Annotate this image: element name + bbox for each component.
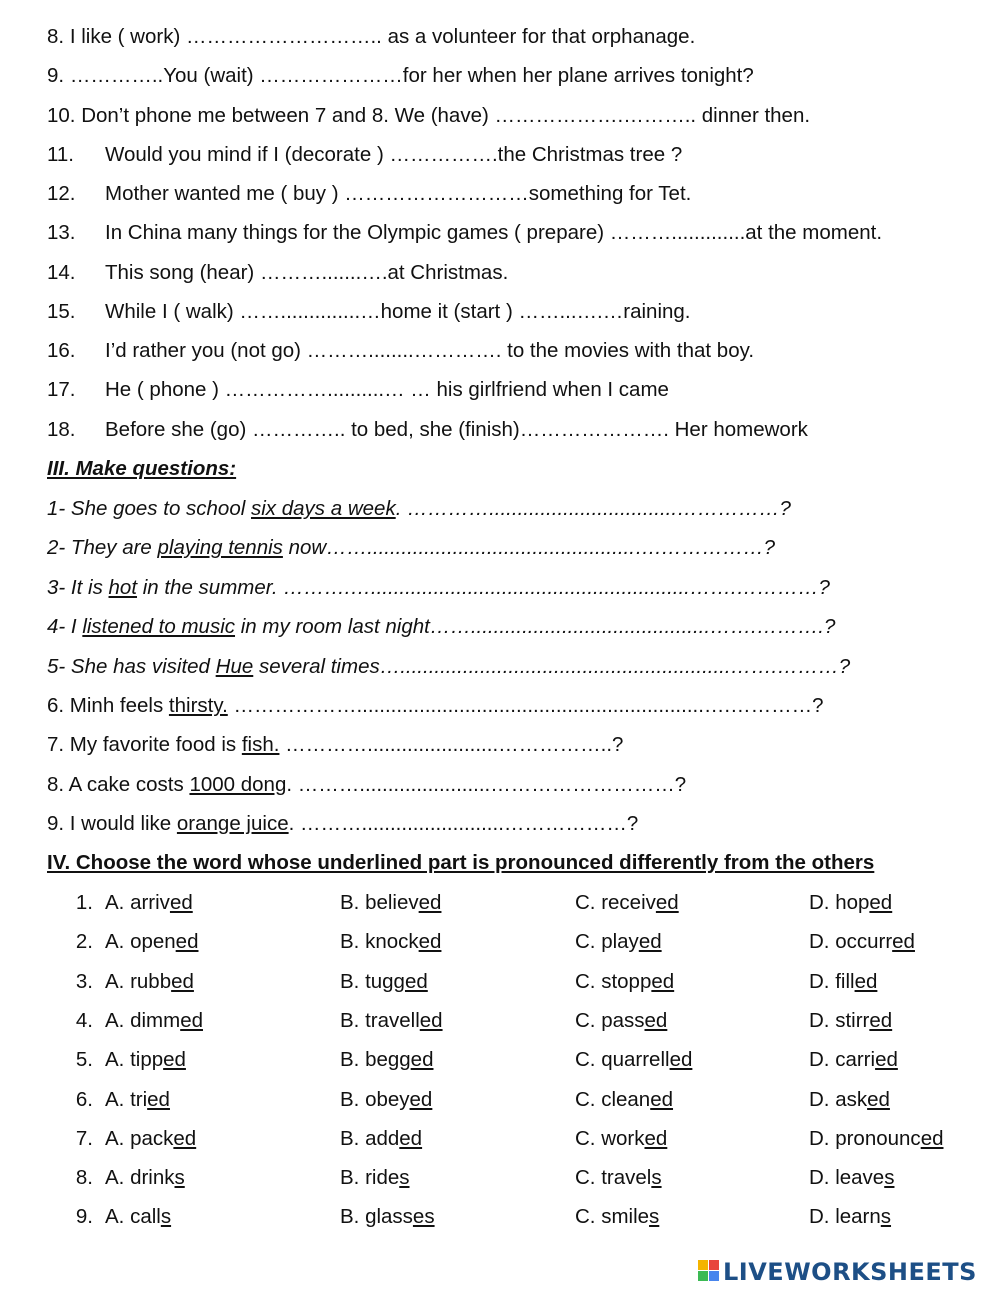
question-sentence	[47, 647, 850, 686]
answer-option-a[interactable]	[105, 1080, 170, 1119]
exercise-text	[47, 56, 754, 95]
option-word: D. ask	[809, 1088, 868, 1111]
option-underlined-ending: ed	[399, 1127, 423, 1150]
option-word: B. ride	[340, 1166, 400, 1189]
question-prefix: 7. My favorite food is	[47, 733, 242, 756]
answer-option-c[interactable]	[575, 1158, 662, 1197]
exercise-number: 16.	[47, 339, 76, 362]
question-sentence	[47, 765, 686, 804]
option-underlined-ending: ed	[404, 970, 428, 993]
question-item	[0, 647, 1000, 686]
exercise-number: 17.	[47, 378, 76, 401]
exercise-item	[0, 56, 1000, 95]
answer-option-d[interactable]	[809, 1158, 894, 1197]
answer-option-d[interactable]	[809, 1040, 898, 1079]
option-word: B. believ	[340, 891, 419, 914]
option-underlined-ending: ed	[655, 891, 679, 914]
answer-option-b[interactable]	[340, 1001, 443, 1040]
question-number: 7.	[75, 1127, 93, 1150]
option-underlined-ending: s	[880, 1205, 892, 1228]
option-word: C. clean	[575, 1088, 651, 1111]
exercise-text	[47, 17, 695, 56]
answer-option-c[interactable]	[575, 922, 662, 961]
pronunciation-row	[0, 962, 1000, 1001]
question-prefix: 4- I	[47, 615, 83, 638]
exercise-sentence: Before she (go) ………….. to bed, she (finish)…………………. Her homework	[105, 418, 808, 441]
option-word: A. tri	[105, 1088, 148, 1111]
option-underlined-ending: ed	[180, 1009, 203, 1032]
logo-squares-icon	[698, 1260, 720, 1282]
option-word: B. add	[340, 1127, 400, 1150]
exercise-item	[0, 410, 1000, 449]
option-word: D. occurr	[809, 930, 893, 953]
pronunciation-row	[0, 1158, 1000, 1197]
question-prefix: 6. Minh feels	[47, 694, 169, 717]
option-word: A. drink	[105, 1166, 175, 1189]
question-sentence	[47, 725, 623, 764]
question-prefix: 3- It is	[47, 576, 109, 599]
question-item	[0, 489, 1000, 528]
answer-option-d[interactable]	[809, 1080, 890, 1119]
option-word: A. pack	[105, 1127, 174, 1150]
option-word: C. pass	[575, 1009, 645, 1032]
exercise-sentence: While I ( walk) ……..............…home it (start ) ……...….…raining.	[105, 300, 691, 323]
option-underlined-ending: ed	[638, 930, 662, 953]
answer-option-b[interactable]	[340, 1158, 410, 1197]
question-underlined-part: six days a week	[251, 497, 396, 520]
option-word: C. smile	[575, 1205, 650, 1228]
answer-option-c[interactable]	[575, 1197, 659, 1236]
answer-option-a[interactable]	[105, 1158, 185, 1197]
exercise-sentence: I like ( work) ……………………….. as a volunteer for that orphanage.	[69, 25, 696, 48]
question-answer-blank[interactable]: . ……….........................………………?	[288, 812, 639, 835]
option-underlined-ending: ed	[869, 891, 893, 914]
question-sentence	[47, 568, 830, 607]
question-answer-blank[interactable]: ………….......................……………..?	[279, 733, 624, 756]
option-underlined-ending: ed	[867, 1088, 890, 1111]
exercise-sentence: …………..You (wait) …………………for her when her plane arrives tonight?	[69, 64, 754, 87]
question-item	[0, 607, 1000, 646]
answer-option-d[interactable]	[809, 1197, 891, 1236]
answer-option-d[interactable]	[809, 962, 877, 1001]
question-number: 8.	[75, 1166, 93, 1189]
exercise-number: 15.	[47, 300, 76, 323]
option-word: A. dimm	[105, 1009, 181, 1032]
question-answer-blank[interactable]: several times…..........................................................…….………?	[253, 655, 851, 678]
exercise-number: 12.	[47, 182, 76, 205]
liveworksheets-logo	[698, 1258, 977, 1286]
answer-option-a[interactable]	[105, 1119, 196, 1158]
question-number: 5.	[75, 1048, 93, 1071]
answer-option-d[interactable]	[809, 883, 892, 922]
exercise-item	[0, 213, 1000, 252]
option-word: A. tipp	[105, 1048, 164, 1071]
exercise-sentence: I’d rather you (not go) ………........…………. to the movies with that boy.	[105, 339, 755, 362]
question-sentence	[47, 607, 835, 646]
option-word: A. arriv	[105, 891, 170, 914]
pronunciation-row	[0, 1197, 1000, 1236]
answer-option-a[interactable]	[105, 1001, 203, 1040]
option-underlined-ending: ed	[410, 1048, 434, 1071]
exercise-sentence: This song (hear) ……….......….at Christmas.	[105, 261, 509, 284]
option-underlined-ending: ed	[163, 1048, 186, 1071]
exercise-item	[0, 96, 1000, 135]
answer-option-b[interactable]	[340, 1040, 433, 1079]
question-underlined-part: fish.	[241, 733, 280, 756]
option-word: D. hop	[809, 891, 870, 914]
answer-option-d[interactable]	[809, 1119, 944, 1158]
answer-option-a[interactable]	[105, 883, 193, 922]
exercise-item	[0, 135, 1000, 174]
section-heading-make-questions	[0, 449, 1000, 488]
pronunciation-row	[0, 1119, 1000, 1158]
question-item	[0, 686, 1000, 725]
question-item	[0, 765, 1000, 804]
answer-option-b[interactable]	[340, 1197, 435, 1236]
pronunciation-row	[0, 1080, 1000, 1119]
question-answer-blank[interactable]: in the summer. ……….…........................................................…….…………?	[137, 576, 830, 599]
question-sentence	[47, 528, 775, 567]
question-answer-blank[interactable]: . ………….................................……………?	[395, 497, 791, 520]
pronunciation-row	[0, 883, 1000, 922]
question-item	[0, 568, 1000, 607]
exercise-number: 13.	[47, 221, 76, 244]
exercise-number: 8.	[47, 25, 65, 48]
question-number: 2.	[75, 930, 93, 953]
question-underlined-part: hot	[108, 576, 138, 599]
option-underlined-ending: ed	[419, 1009, 443, 1032]
option-underlined-ending: ed	[175, 930, 199, 953]
option-underlined-ending: ed	[173, 1127, 197, 1150]
option-word: C. play	[575, 930, 639, 953]
exercise-item	[0, 292, 1000, 331]
exercise-item	[0, 331, 1000, 370]
option-underlined-ending: ed	[169, 891, 193, 914]
option-word: D. pronounc	[809, 1127, 921, 1150]
answer-option-d[interactable]	[809, 1001, 892, 1040]
option-word: D. fill	[809, 970, 855, 993]
question-underlined-part: orange juice	[176, 812, 289, 835]
option-word: C. travel	[575, 1166, 652, 1189]
question-answer-blank[interactable]: in my room last night……..........................................…….……….?	[235, 615, 836, 638]
option-underlined-ending: s	[160, 1205, 172, 1228]
pronunciation-row	[0, 922, 1000, 961]
option-underlined-ending: ed	[147, 1088, 170, 1111]
option-underlined-ending: ed	[669, 1048, 693, 1071]
exercise-number: 11.	[47, 143, 74, 166]
answer-option-b[interactable]	[340, 1119, 422, 1158]
option-underlined-ending: ed	[920, 1127, 944, 1150]
answer-option-a[interactable]	[105, 1040, 186, 1079]
answer-option-a[interactable]	[105, 962, 194, 1001]
option-word: D. learn	[809, 1205, 881, 1228]
answer-option-b[interactable]	[340, 883, 441, 922]
option-word: A. open	[105, 930, 176, 953]
option-underlined-ending: ed	[854, 970, 878, 993]
question-number: 1.	[75, 891, 93, 914]
question-answer-blank[interactable]: ……………….............................................................….…………?	[227, 694, 824, 717]
section-heading-text: IV. Choose the word whose underlined part is pronounced differently from the others	[47, 851, 875, 874]
option-underlined-ending: s	[884, 1166, 895, 1189]
question-sentence	[47, 489, 791, 528]
option-underlined-ending: ed	[644, 1127, 668, 1150]
answer-option-b[interactable]	[340, 1080, 432, 1119]
answer-option-b[interactable]	[340, 922, 441, 961]
exercise-sentence: Mother wanted me ( buy ) ………………………something for Tet.	[105, 182, 692, 205]
exercise-number: 14.	[47, 261, 76, 284]
option-word: B. knock	[340, 930, 419, 953]
option-word: B. travell	[340, 1009, 420, 1032]
exercise-item	[0, 370, 1000, 409]
option-word: B. obey	[340, 1088, 410, 1111]
question-prefix: 9. I would like	[47, 812, 177, 835]
exercise-number: 18.	[47, 418, 76, 441]
answer-option-c[interactable]	[575, 1040, 692, 1079]
option-underlined-ending: ed	[892, 930, 915, 953]
question-number: 6.	[75, 1088, 93, 1111]
exercise-sentence: Don’t phone me between 7 and 8. We (have) ……………….……….. dinner then.	[81, 104, 811, 127]
option-underlined-ending: ed	[651, 970, 675, 993]
question-item	[0, 725, 1000, 764]
question-underlined-part: playing tennis	[157, 536, 283, 559]
exercise-sentence: In China many things for the Olympic games ( prepare) ……….............at the moment.	[105, 221, 883, 244]
option-underlined-ending: ed	[869, 1009, 893, 1032]
question-answer-blank[interactable]: . ……….......................………………………?	[286, 773, 687, 796]
section-heading-text: III. Make questions:	[47, 457, 237, 480]
exercise-item	[0, 17, 1000, 56]
option-underlined-ending: ed	[650, 1088, 674, 1111]
pronunciation-row	[0, 1040, 1000, 1079]
exercise-text	[47, 96, 810, 135]
exercise-number: 9.	[47, 64, 65, 87]
question-sentence	[47, 686, 824, 725]
pronunciation-row	[0, 1001, 1000, 1040]
question-prefix: 2- They are	[47, 536, 158, 559]
option-underlined-ending: ed	[644, 1009, 668, 1032]
option-underlined-ending: s	[649, 1205, 660, 1228]
question-underlined-part: Hue	[215, 655, 254, 678]
section-heading-pronunciation	[0, 843, 1000, 882]
answer-option-d[interactable]	[809, 922, 915, 961]
answer-option-c[interactable]	[575, 1119, 667, 1158]
option-word: A. rubb	[105, 970, 172, 993]
option-word: B. tugg	[340, 970, 405, 993]
option-word: D. leave	[809, 1166, 885, 1189]
question-item	[0, 528, 1000, 567]
logo-text: LIVEWORKSHEETS	[723, 1258, 977, 1286]
exercise-item	[0, 174, 1000, 213]
exercise-number: 10.	[47, 104, 76, 127]
answer-option-b[interactable]	[340, 962, 428, 1001]
option-underlined-ending: es	[412, 1205, 435, 1228]
option-word: B. begg	[340, 1048, 411, 1071]
option-underlined-ending: s	[174, 1166, 185, 1189]
option-word: C. receiv	[575, 891, 656, 914]
exercise-sentence: Would you mind if I (decorate ) …………….the Christmas tree ?	[105, 143, 683, 166]
option-word: C. quarrell	[575, 1048, 670, 1071]
question-prefix: 5- She has visited	[47, 655, 216, 678]
question-item	[0, 804, 1000, 843]
answer-option-a[interactable]	[105, 1197, 171, 1236]
question-number: 3.	[75, 970, 93, 993]
option-word: A. call	[105, 1205, 161, 1228]
option-word: D. carri	[809, 1048, 876, 1071]
question-prefix: 1- She goes to school	[47, 497, 251, 520]
question-sentence	[47, 804, 638, 843]
answer-option-c[interactable]	[575, 883, 679, 922]
answer-option-c[interactable]	[575, 1080, 673, 1119]
exercise-item	[0, 253, 1000, 292]
question-prefix: 8. A cake costs	[47, 773, 190, 796]
question-number: 4.	[75, 1009, 93, 1032]
option-underlined-ending: ed	[418, 930, 442, 953]
option-underlined-ending: s	[399, 1166, 410, 1189]
option-word: C. work	[575, 1127, 645, 1150]
option-underlined-ending: ed	[875, 1048, 898, 1071]
question-underlined-part: listened to music	[82, 615, 236, 638]
option-underlined-ending: ed	[418, 891, 442, 914]
option-underlined-ending: s	[651, 1166, 662, 1189]
option-underlined-ending: ed	[409, 1088, 433, 1111]
question-answer-blank[interactable]: now……...............................................….……………?	[282, 536, 775, 559]
question-underlined-part: 1000 dong	[189, 773, 287, 796]
answer-option-c[interactable]	[575, 962, 674, 1001]
option-word: D. stirr	[809, 1009, 870, 1032]
option-underlined-ending: ed	[171, 970, 194, 993]
exercise-sentence: He ( phone ) ……………..........… … his girlfriend when I came	[105, 378, 669, 401]
answer-option-c[interactable]	[575, 1001, 667, 1040]
option-word: C. stopp	[575, 970, 652, 993]
question-underlined-part: thirsty.	[168, 694, 228, 717]
option-word: B. glass	[340, 1205, 413, 1228]
question-number: 9.	[75, 1205, 93, 1228]
answer-option-a[interactable]	[105, 922, 198, 961]
